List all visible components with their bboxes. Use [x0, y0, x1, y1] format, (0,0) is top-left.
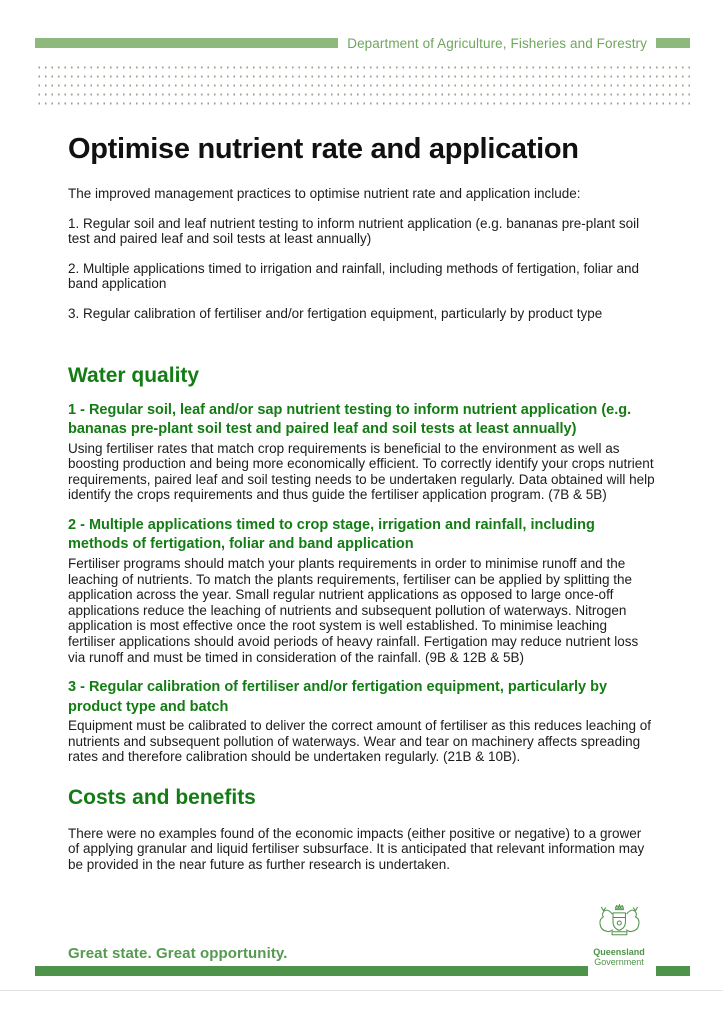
practice-item-1: 1. Regular soil and leaf nutrient testing to inform nutrient application (e.g. bananas pre-plant soil test and paired leaf and soil tests at least annually) — [68, 215, 640, 247]
section-heading-costs-and-benefits: Costs and benefits — [68, 785, 256, 809]
footer-tagline: Great state. Great opportunity. — [68, 945, 288, 962]
section-heading-water-quality: Water quality — [68, 363, 200, 387]
logo-text-government: Government — [594, 957, 644, 967]
department-name: Department of Agriculture, Fisheries and Forestry — [347, 35, 647, 51]
subsection-body-1: Using fertiliser rates that match crop requirements is beneficial to the environment as well as boosting production and being more economically efficient. To correctly identify your crops nutrient requirements, paired leaf and soil testing needs to be undertaken regularly. Data obtained will help identify the crops requirements and thus guide the fertiliser application program. (7B & 5B) — [68, 440, 655, 503]
footer-rule-left — [35, 966, 588, 976]
practice-item-3: 3. Regular calibration of fertiliser and/or fertigation equipment, particularly by product type — [68, 305, 603, 321]
intro-paragraph: The improved management practices to optimise nutrient rate and application include: — [68, 186, 581, 201]
costs-body: There were no examples found of the economic impacts (either positive or negative) to a grower of applying granular and liquid fertiliser subsurface. It is anticipated that relevant information may be provided in the near future as further research is undertaken. — [68, 825, 645, 873]
page-title: Optimise nutrient rate and application — [68, 133, 579, 165]
page-edge-divider — [0, 990, 723, 991]
subsection-body-3: Equipment must be calibrated to deliver the correct amount of fertiliser as this reduces leaching of nutrients and subsequent pollution of waterways. Wear and tear on machinery affects spreading rates and therefore calibration should be undertaken regularly. (21B & 10B). — [68, 718, 652, 765]
practice-item-2: 2. Multiple applications timed to irrigation and rainfall, including methods of fertigation, foliar and band application — [68, 260, 640, 292]
document-content — [68, 106, 656, 873]
subsection-heading-3: 3 - Regular calibration of fertiliser and/or fertigation equipment, particularly by product type and batch — [68, 679, 608, 715]
subsection-body-2: Fertiliser programs should match your plants requirements in order to minimise runoff and the leaching of nutrients. To match the plants requirements, fertiliser can be applied by splitting the application across the year. Small regular nutrient applications as opposed to large once-off applications reduce the leaching of nutrients and subsequent pollution of waterways. Nitrogen application is most effective once the root system is well established. To minimise leaching fertiliser applications should avoid periods of heavy rainfall. Fertigation may reduce nutrient loss via runoff and must be timed in consideration of the rainfall. (9B & 12B & 5B) — [68, 555, 639, 665]
queensland-government-logo — [592, 901, 646, 967]
subsection-heading-2: 2 - Multiple applications timed to crop stage, irrigation and rainfall, including methods of fertigation, foliar and band application — [68, 516, 595, 553]
queensland-coat-of-arms-icon — [592, 901, 646, 945]
page-header — [35, 35, 690, 51]
header-rule-left — [35, 38, 338, 48]
dot-pattern-band — [35, 60, 690, 108]
header-rule-right — [656, 38, 690, 48]
logo-text-queensland: Queensland — [593, 947, 645, 957]
subsection-heading-1: 1 - Regular soil, leaf and/or sap nutrient testing to inform nutrient application (e.g. bananas pre-plant soil test and paired leaf and soil tests at least annually) — [68, 401, 632, 438]
footer-rule-right — [656, 966, 690, 976]
